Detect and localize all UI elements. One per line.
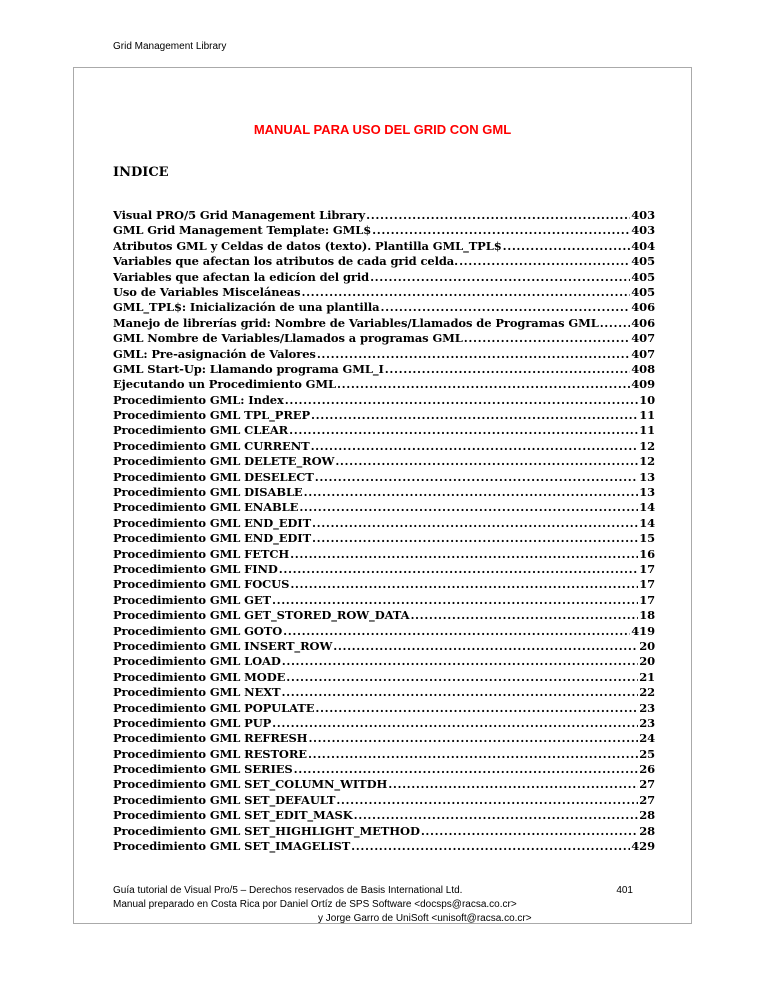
toc-dot-leader <box>351 839 630 853</box>
toc-entry-title: Procedimiento GML DESELECT <box>113 469 314 484</box>
toc-entry-page: 12 <box>639 438 655 453</box>
toc-entry[interactable] <box>113 454 655 469</box>
toc-dot-leader <box>503 239 631 253</box>
toc-entry[interactable] <box>113 239 655 254</box>
toc-entry-title: Procedimiento GML ENABLE <box>113 500 299 515</box>
toc-entry[interactable] <box>113 701 655 716</box>
toc-entry-title: Procedimiento GML TPL_PREP <box>113 408 311 423</box>
toc-dot-leader <box>272 716 638 730</box>
toc-entry[interactable] <box>113 593 655 608</box>
toc-entry[interactable] <box>113 316 655 331</box>
index-heading: INDICE <box>113 165 169 180</box>
toc-entry-title: GML Start-Up: Llamando programa GML_I <box>113 361 384 376</box>
toc-entry-title: Procedimiento GML END_EDIT <box>113 515 312 530</box>
toc-entry-title: Procedimiento GML CURRENT <box>113 438 310 453</box>
toc-entry-page: 403 <box>631 223 655 238</box>
toc-entry-title: Procedimiento GML RESTORE <box>113 746 307 761</box>
toc-entry[interactable] <box>113 839 655 854</box>
toc-entry[interactable] <box>113 500 655 515</box>
toc-entry-page: 405 <box>631 269 655 284</box>
toc-entry-page: 25 <box>639 746 655 761</box>
toc-entry[interactable] <box>113 439 655 454</box>
toc-entry[interactable] <box>113 731 655 746</box>
toc-entry-title: Procedimiento GML SERIES <box>113 762 293 777</box>
toc-dot-leader <box>301 285 630 299</box>
toc-dot-leader <box>294 762 639 776</box>
toc-entry-title: Procedimiento GML END_EDIT <box>113 531 312 546</box>
toc-entry-page: 21 <box>639 669 655 684</box>
toc-entry[interactable] <box>113 547 655 562</box>
toc-dot-leader <box>336 793 638 807</box>
toc-entry[interactable] <box>113 362 655 377</box>
toc-entry-page: 22 <box>639 685 655 700</box>
toc-entry-title: Procedimiento GML SET_HIGHLIGHT_METHOD <box>113 823 420 838</box>
toc-entry-page: 409 <box>631 377 655 392</box>
footer-line-3: y Jorge Garro de UniSoft <unisoft@racsa.co.cr> <box>318 913 532 924</box>
toc-entry-page: 10 <box>639 392 655 407</box>
toc-entry-title: Procedimiento GML POPULATE <box>113 700 315 715</box>
toc-dot-leader <box>385 362 630 376</box>
toc-dot-leader <box>299 500 638 514</box>
toc-entry-title: Procedimiento GML DELETE_ROW <box>113 454 335 469</box>
toc-entry[interactable] <box>113 654 655 669</box>
toc-entry-title: GML Nombre de Variables/Llamados a programas GML <box>113 331 463 346</box>
toc-dot-leader <box>282 654 638 668</box>
toc-entry-title: Procedimiento GML GET <box>113 592 271 607</box>
toc-entry-page: 18 <box>639 608 655 623</box>
toc-dot-leader <box>459 254 630 268</box>
toc-entry[interactable] <box>113 747 655 762</box>
toc-entry-title: Manejo de librerías grid: Nombre de Variables/Llamados de Programas GML <box>113 315 599 330</box>
toc-entry-page: 11 <box>639 423 655 438</box>
toc-entry-title: Uso de Variables Misceláneas <box>113 284 301 299</box>
toc-dot-leader <box>388 777 638 791</box>
toc-dot-leader <box>312 516 638 530</box>
toc-entry[interactable] <box>113 639 655 654</box>
toc-entry-page: 14 <box>639 515 655 530</box>
toc-dot-leader <box>600 316 631 330</box>
toc-entry-page: 404 <box>631 238 655 253</box>
toc-entry-page: 408 <box>631 361 655 376</box>
toc-entry-title: Procedimiento GML FETCH <box>113 546 290 561</box>
toc-entry-title: GML Grid Management Template: GML$ <box>113 223 372 238</box>
toc-dot-leader <box>272 593 638 607</box>
document-title: MANUAL PARA USO DEL GRID CON GML <box>253 122 512 137</box>
toc-entry[interactable] <box>113 485 655 500</box>
toc-dot-leader <box>354 808 639 822</box>
toc-entry-title: Procedimiento GML GET_STORED_ROW_DATA <box>113 608 410 623</box>
toc-entry-page: 419 <box>631 623 655 638</box>
toc-entry-page: 14 <box>639 500 655 515</box>
toc-entry-page: 13 <box>639 469 655 484</box>
toc-entry-title: Procedimiento GML SET_DEFAULT <box>113 792 336 807</box>
toc-entry-page: 405 <box>631 284 655 299</box>
toc-dot-leader <box>317 347 630 361</box>
toc-entry-title: Procedimiento GML SET_IMAGELIST <box>113 839 351 854</box>
toc-entry-page: 28 <box>639 808 655 823</box>
toc-entry-title: Procedimiento GML REFRESH <box>113 731 308 746</box>
toc-entry-page: 405 <box>631 254 655 269</box>
toc-entry-page: 20 <box>639 638 655 653</box>
toc-entry-title: Procedimiento GML SET_EDIT_MASK <box>113 808 353 823</box>
toc-entry[interactable] <box>113 347 655 362</box>
toc-entry[interactable] <box>113 408 655 423</box>
toc-dot-leader <box>283 624 630 638</box>
toc-entry-title: Procedimiento GML NEXT <box>113 685 281 700</box>
toc-dot-leader <box>381 300 631 314</box>
toc-entry-title: Procedimiento GML: Index <box>113 392 284 407</box>
toc-dot-leader <box>311 408 638 422</box>
toc-entry-page: 13 <box>639 485 655 500</box>
toc-entry[interactable] <box>113 285 655 300</box>
footer-line-2: Manual preparado en Costa Rica por Daniel Ortíz de SPS Software <docsps@racsa.co.cr> <box>113 899 517 910</box>
toc-dot-leader <box>337 377 630 391</box>
toc-entry[interactable] <box>113 777 655 792</box>
toc-dot-leader <box>308 731 638 745</box>
toc-entry-page: 24 <box>639 731 655 746</box>
toc-entry-title: GML: Pre-asignación de Valores <box>113 346 316 361</box>
toc-entry[interactable] <box>113 516 655 531</box>
toc-entry-title: Atributos GML y Celdas de datos (texto). Plantilla GML_TPL$ <box>113 238 502 253</box>
toc-entry-page: 27 <box>639 777 655 792</box>
toc-entry[interactable] <box>113 300 655 315</box>
toc-entry[interactable] <box>113 531 655 546</box>
toc-entry-page: 23 <box>639 715 655 730</box>
toc-entry[interactable] <box>113 793 655 808</box>
toc-entry-title: GML_TPL$: Inicialización de una plantilla <box>113 300 380 315</box>
toc-entry[interactable] <box>113 254 655 269</box>
toc-entry[interactable] <box>113 470 655 485</box>
toc-entry-title: Procedimiento GML MODE <box>113 669 286 684</box>
toc-entry-page: 406 <box>631 315 655 330</box>
toc-entry-title: Ejecutando un Procedimiento GML <box>113 377 337 392</box>
toc-dot-leader <box>421 824 638 838</box>
page-footer <box>113 884 633 926</box>
toc-entry-title: Procedimiento GML FOCUS <box>113 577 290 592</box>
toc-dot-leader <box>290 577 638 591</box>
toc-entry-page: 407 <box>631 331 655 346</box>
toc-entry-page: 406 <box>631 300 655 315</box>
toc-entry[interactable] <box>113 608 655 623</box>
toc-entry[interactable] <box>113 270 655 285</box>
toc-entry-page: 27 <box>639 792 655 807</box>
toc-entry-title: Variables que afectan la edicíon del grid <box>113 269 370 284</box>
toc-entry[interactable] <box>113 685 655 700</box>
toc-dot-leader <box>464 331 630 345</box>
toc-entry-page: 17 <box>639 577 655 592</box>
toc-entry-page: 26 <box>639 762 655 777</box>
toc-entry-title: Procedimiento GML PUP <box>113 715 272 730</box>
toc-entry-page: 16 <box>639 546 655 561</box>
toc-entry-title: Visual PRO/5 Grid Management Library <box>113 208 366 222</box>
toc-entry[interactable] <box>113 393 655 408</box>
toc-entry-title: Procedimiento GML INSERT_ROW <box>113 638 333 653</box>
toc-entry[interactable] <box>113 824 655 839</box>
toc-entry-page: 403 <box>631 208 655 222</box>
toc-entry-page: 12 <box>639 454 655 469</box>
toc-entry-title: Variables que afectan los atributos de cada grid celda. <box>113 254 459 269</box>
footer-line-1: Guía tutorial de Visual Pro/5 – Derechos reservados de Basis International Ltd. <box>113 885 463 896</box>
toc-entry[interactable] <box>113 423 655 438</box>
toc-entry[interactable] <box>113 808 655 823</box>
toc-dot-leader <box>308 747 638 761</box>
toc-entry-title: Procedimiento GML LOAD <box>113 654 281 669</box>
toc-entry-title: Procedimiento GML CLEAR <box>113 423 289 438</box>
toc-dot-leader <box>335 454 638 468</box>
toc-dot-leader <box>372 223 630 237</box>
toc-entry-page: 15 <box>639 531 655 546</box>
toc-entry[interactable] <box>113 331 655 346</box>
toc-entry-page: 429 <box>631 839 655 854</box>
toc-entry-page: 11 <box>639 408 655 423</box>
toc-entry[interactable] <box>113 208 655 223</box>
toc-entry-title: Procedimiento GML FIND <box>113 561 278 576</box>
toc-dot-leader <box>282 685 639 699</box>
toc-dot-leader <box>279 562 638 576</box>
toc-dot-leader <box>290 547 638 561</box>
toc-entry[interactable] <box>113 762 655 777</box>
toc-entry[interactable] <box>113 670 655 685</box>
page-number: 401 <box>616 885 633 896</box>
toc-entry[interactable] <box>113 577 655 592</box>
toc-entry[interactable] <box>113 377 655 392</box>
toc-dot-leader <box>304 485 639 499</box>
toc-dot-leader <box>286 670 638 684</box>
toc-entry-page: 17 <box>639 561 655 576</box>
toc-dot-leader <box>315 701 638 715</box>
toc-entry-title: Procedimiento GML GOTO <box>113 623 283 638</box>
toc-entry[interactable] <box>113 716 655 731</box>
toc-dot-leader <box>289 423 638 437</box>
toc-entry[interactable] <box>113 624 655 639</box>
toc-dot-leader <box>410 608 638 622</box>
toc-dot-leader <box>312 531 638 545</box>
toc-entry-page: 407 <box>631 346 655 361</box>
toc-entry-page: 23 <box>639 700 655 715</box>
toc-entry-page: 20 <box>639 654 655 669</box>
table-of-contents <box>113 208 655 854</box>
running-header: Grid Management Library <box>113 41 227 52</box>
toc-entry-page: 17 <box>639 592 655 607</box>
toc-entry[interactable] <box>113 223 655 238</box>
toc-dot-leader <box>333 639 638 653</box>
toc-entry-title: Procedimiento GML SET_COLUMN_WITDH <box>113 777 388 792</box>
toc-dot-leader <box>285 393 638 407</box>
toc-dot-leader <box>370 270 630 284</box>
toc-entry[interactable] <box>113 562 655 577</box>
toc-dot-leader <box>315 470 638 484</box>
toc-entry-page: 28 <box>639 823 655 838</box>
toc-dot-leader <box>366 208 630 222</box>
toc-dot-leader <box>311 439 639 453</box>
toc-entry-title: Procedimiento GML DISABLE <box>113 485 303 500</box>
